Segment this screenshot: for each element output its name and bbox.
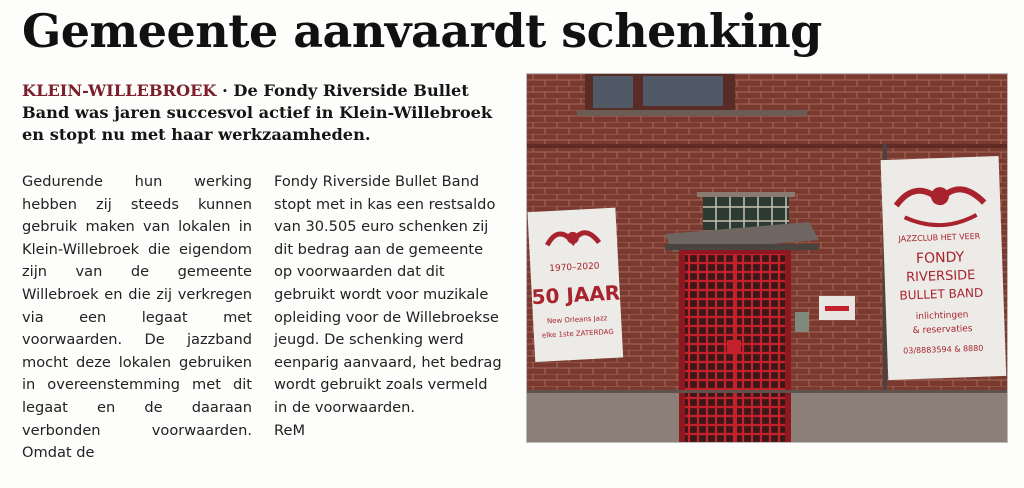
right-sign-line4: BULLET BAND [899,285,984,303]
building-facade-illustration [527,74,1007,442]
dateline-separator: · [216,81,234,100]
right-sign-line1: JAZZCLUB HET VEER [898,231,981,244]
body-column-1 [22,171,252,465]
headline: Gemeente aanvaardt schenking [22,4,822,58]
right-sign-line7: 03/8883594 & 8880 [903,343,984,356]
right-sign-line5: inlichtingen [915,310,969,323]
left-sign-years: 1970–2020 [549,261,600,275]
left-sign-line1: New Orleans Jazz [546,314,608,326]
article-photo [526,73,1008,443]
body-column-2 [274,171,504,442]
body-text-2: Fondy Riverside Bullet Band stopt met in kas een restsaldo van 30.505 euro schenken zij dit bedrag aan de gemeente op voorwaarden dat dit gebruikt wordt voor muzikale opleiding voor de Willebroekse jeugd. De schenking werd eenparig aanvaard, het bedrag wordt gebruikt zoals vermeld in de voorwaarden. [274,173,502,416]
author-signature: ReM [274,421,306,439]
dateline: KLEIN-WILLEBROEK [22,81,217,100]
right-sign-line6: & reservaties [912,324,973,337]
left-sign-line2: elke 1ste ZATERDAG [541,327,615,340]
right-sign-line3: RIVERSIDE [905,267,976,286]
body-text-1: Gedurende hun werking hebben zij steeds kunnen gebruik maken van lokalen in Klein-Willebroek die eigendom zijn van de gemeente Willebroek en die zij verkregen via een legaat met voorwaarden. De jazzband mocht deze lokalen gebruiken in overeenstemming met dit legaat en de daaraan verbonden voorwaarden. Omdat de [22,173,252,462]
lead-text: De Fondy Riverside Bullet Band was jaren succesvol actief in Klein-Willebroek en stopt nu met haar werkzaamheden. [22,81,493,144]
lead-paragraph [22,80,512,146]
right-sign-line2: FONDY [915,249,965,267]
left-sign-title: 50 JAAR [530,280,621,310]
